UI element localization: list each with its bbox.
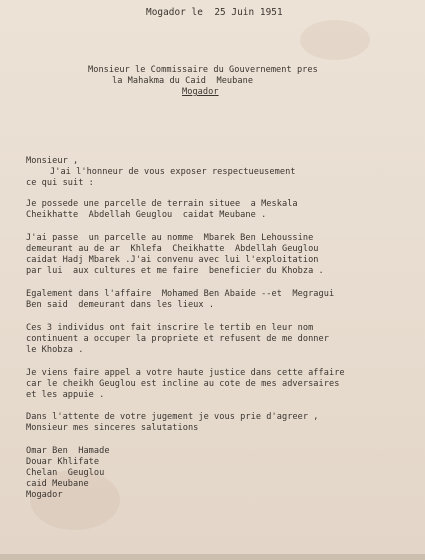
paragraph-line: car le cheikh Geuglou est incline au cote de mes adversaires xyxy=(26,379,340,389)
salutation: Monsieur , xyxy=(26,156,79,166)
addressee-line: Mogador xyxy=(182,87,219,97)
signature-line: Omar Ben Hamade xyxy=(26,446,110,456)
paper-stain xyxy=(300,20,370,60)
signature-line: Mogador xyxy=(26,490,63,500)
closing-line: Dans l'attente de votre jugement je vous prie d'agreer , xyxy=(26,412,319,422)
closing-line: Monsieur mes sinceres salutations xyxy=(26,423,199,433)
paragraph-line: demeurant au de ar Khlefa Cheikhatte Abdellah Geuglou xyxy=(26,244,319,254)
page-bottom-edge xyxy=(0,554,425,560)
signature-line: Douar Khlifate xyxy=(26,457,100,467)
signature-line: Chelan Geuglou xyxy=(26,468,105,478)
letter-date: Mogador le 25 Juin 1951 xyxy=(146,7,283,18)
paragraph-line: Je viens faire appel a votre haute justice dans cette affaire xyxy=(26,368,345,378)
paragraph-line: par lui aux cultures et me faire beneficier du Khobza . xyxy=(26,266,324,276)
addressee-line: la Mahakma du Caid Meubane xyxy=(112,76,254,86)
paragraph-line: continuent a occuper la propriete et refusent de me donner xyxy=(26,334,329,344)
paragraph-line: et les appuie . xyxy=(26,390,105,400)
signature-line: caid Meubane xyxy=(26,479,89,489)
intro-line: ce qui suit : xyxy=(26,178,94,188)
intro-line: J'ai l'honneur de vous exposer respectueusement xyxy=(50,167,296,177)
paragraph-line: J'ai passe un parcelle au nomme Mbarek Ben Lehoussine xyxy=(26,233,314,243)
paragraph-line: le Khobza . xyxy=(26,345,84,355)
paragraph-line: Ces 3 individus ont fait inscrire le tertib en leur nom xyxy=(26,323,314,333)
paragraph-line: caidat Hadj Mbarek .J'ai convenu avec lui l'exploitation xyxy=(26,255,319,265)
paragraph-line: Cheikhatte Abdellah Geuglou caidat Meubane . xyxy=(26,210,267,220)
paragraph-line: Je possede une parcelle de terrain situee a Meskala xyxy=(26,199,298,209)
paragraph-line: Egalement dans l'affaire Mohamed Ben Abaide --et Megragui xyxy=(26,289,335,299)
addressee-line: Monsieur le Commissaire du Gouvernement pres xyxy=(88,65,318,75)
paragraph-line: Ben said demeurant dans les lieux . xyxy=(26,300,215,310)
